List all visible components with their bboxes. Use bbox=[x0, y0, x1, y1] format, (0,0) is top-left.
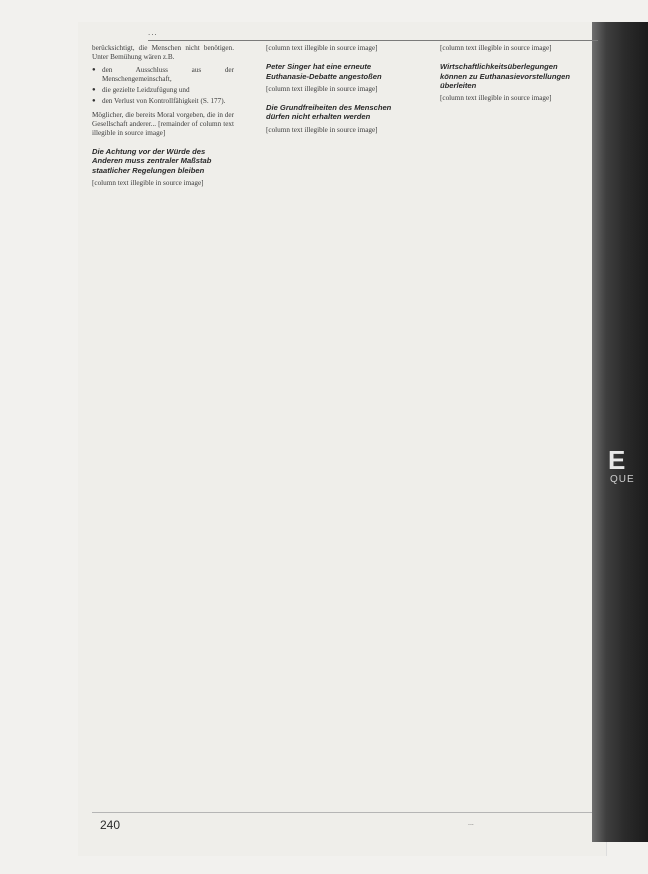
bullet-list bbox=[92, 66, 234, 106]
paragraph: [column text illegible in source image] bbox=[440, 44, 552, 52]
text-column-2 bbox=[266, 44, 408, 806]
paragraph: [column text illegible in source image] bbox=[440, 94, 552, 103]
paragraph: Möglicher, die bereits Moral vorgeben, die in der Gesellschaft anderer... [remainder of column text illegible in source image] bbox=[92, 110, 234, 137]
section-heading: Die Achtung vor der Würde des Anderen muss zentraler Maßstab staatlicher Regelungen bleiben bbox=[92, 146, 212, 175]
paragraph: berücksichtigt, die Menschen nicht benötigen. Unter Bemühung wären z.B. bbox=[92, 44, 234, 62]
list-item: ● die gezielte Leidzufügung und bbox=[102, 86, 234, 95]
list-item: ● den Verlust von Kontrollfähigkeit (S. 177). bbox=[102, 97, 234, 106]
section-heading: Peter Singer hat eine erneute Euthanasie-Debatte angestoßen bbox=[266, 62, 382, 81]
section-heading: Die Grundfreiheiten des Menschen dürfen nicht erhalten werden bbox=[266, 103, 392, 122]
text-column-1 bbox=[92, 44, 234, 806]
footer-rule bbox=[92, 812, 592, 813]
section-heading: Wirtschaftlichkeitsüberlegungen können zu Euthanasievorstellungen überleiten bbox=[440, 62, 570, 90]
adjacent-page-edge bbox=[592, 22, 648, 842]
edge-letter: E bbox=[608, 445, 627, 475]
text-column-3 bbox=[440, 44, 582, 806]
paragraph: [column text illegible in source image] bbox=[266, 44, 378, 52]
running-head: ... bbox=[148, 28, 598, 41]
edge-text: QUE bbox=[610, 474, 635, 485]
list-item: ● den Ausschluss aus der Menschengemeinschaft, bbox=[102, 66, 234, 84]
page-number: 240 bbox=[100, 818, 121, 832]
paragraph: [column text illegible in source image] bbox=[266, 125, 378, 134]
paragraph: [column text illegible in source image] bbox=[266, 84, 378, 93]
footer-source: ... bbox=[468, 820, 474, 827]
paragraph: [column text illegible in source image] bbox=[92, 179, 204, 188]
